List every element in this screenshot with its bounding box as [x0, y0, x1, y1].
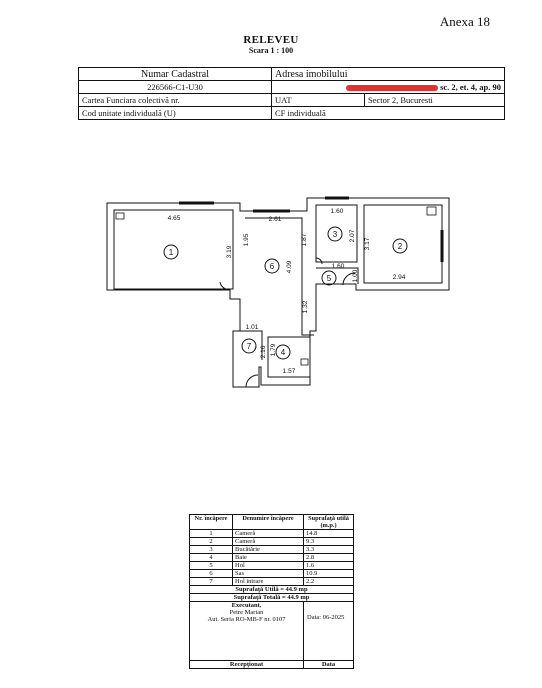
room-area: 14.8	[304, 530, 354, 538]
room-nr: 7	[190, 578, 233, 586]
dim-r5-width: 1.60	[331, 263, 345, 270]
room-4-number: 4	[280, 348, 286, 357]
table-row	[190, 562, 354, 570]
dim-r7-width: 1.01	[245, 324, 259, 331]
cod-unitate-label: Cod unitate individuală (U)	[79, 107, 272, 120]
dim-r1-height: 3.19	[226, 245, 233, 259]
authorization: Aut. Seria RO-MB-F nr. 0107	[207, 616, 286, 623]
data-label: Data	[304, 661, 354, 669]
dim-r6-h4: 1.32	[302, 300, 309, 314]
address-label: Adresa imobilului	[272, 68, 505, 81]
outer-wall	[107, 198, 449, 387]
scale-label: Scara 1 : 100	[248, 46, 294, 55]
room-nr: 3	[190, 546, 233, 554]
annex-label: Anexa 18	[439, 14, 490, 29]
cadastral-value: 226566-C1-U30	[79, 81, 272, 94]
room-area: 3.3	[304, 546, 354, 554]
room-area: 2.8	[304, 554, 354, 562]
cf-individuala-label: CF individuală	[272, 107, 505, 120]
room-name: Sas	[233, 570, 304, 578]
table-row	[190, 578, 354, 586]
room-nr: 4	[190, 554, 233, 562]
dim-r3-height: 2.07	[349, 229, 356, 243]
table-row	[190, 546, 354, 554]
room-2-wall	[364, 205, 442, 283]
cadastral-label: Numar Cadastral	[79, 68, 272, 81]
dim-r6-h2: 4.09	[286, 260, 293, 274]
table-row	[190, 570, 354, 578]
room-name: Hol intrare	[233, 578, 304, 586]
dim-r5-height: 1.00	[352, 269, 359, 283]
room-7-number: 7	[246, 342, 252, 351]
room-1-number: 1	[168, 248, 174, 257]
receptionat-label: Recepţionat	[190, 661, 304, 669]
fixture-icon	[301, 359, 308, 365]
room-nr: 6	[190, 570, 233, 578]
header-area: Suprafaţă utilă (m.p.)	[304, 515, 354, 530]
header-nr: Nr. încăpere	[190, 515, 233, 530]
room-nr: 5	[190, 562, 233, 570]
executant-cell	[190, 602, 304, 661]
room-2-number: 2	[397, 242, 403, 251]
room-nr: 1	[190, 530, 233, 538]
room-name: Bucătărie	[233, 546, 304, 554]
table-row	[190, 554, 354, 562]
executant-name: Petre Marian	[229, 609, 264, 616]
room-area: 10.9	[304, 570, 354, 578]
fixture-icon	[427, 207, 436, 215]
date-cell	[304, 602, 354, 661]
room-area: 9.3	[304, 538, 354, 546]
fixture-icon	[116, 213, 124, 219]
dim-r6-top: 2.61	[268, 216, 282, 223]
dim-r4-width: 1.57	[282, 368, 296, 375]
dim-r6-h1: 1.95	[243, 233, 250, 247]
uat-value: Sector 2, Bucuresti	[365, 94, 505, 107]
room-area: 1.6	[304, 562, 354, 570]
room-name: Cameră	[233, 538, 304, 546]
room-3-number: 3	[332, 230, 338, 239]
dim-r2-height: 3.17	[364, 237, 371, 251]
header-name: Denumire încăpere	[233, 515, 304, 530]
room-name: Baie	[233, 554, 304, 562]
dim-r4-height: 1.79	[270, 343, 277, 357]
execution-date: Data: 06-2025	[307, 614, 345, 621]
executant-label: Executant,	[231, 602, 262, 609]
door-arc-entrance	[246, 375, 258, 387]
document-title: RELEVEU	[243, 34, 299, 46]
table-row	[190, 538, 354, 546]
uat-label: UAT	[272, 94, 365, 107]
room-6-number: 6	[269, 262, 275, 271]
dim-r3-width: 1.60	[330, 208, 344, 215]
dim-r7-height: 2.16	[260, 345, 267, 359]
total-useful-area: Suprafaţă Utilă = 44.9 mp	[190, 586, 354, 594]
dim-r2-width: 2.94	[392, 274, 406, 281]
carte-funciara-label: Cartea Funciara colectivă nr.	[79, 94, 272, 107]
room-name: Hol	[233, 562, 304, 570]
total-area: Suprafaţă Totală = 44.9 mp	[190, 594, 354, 602]
address-value: sc. 2, et. 4, ap. 90	[440, 82, 501, 92]
rooms-table	[189, 514, 354, 669]
door-arc-3	[316, 258, 322, 264]
room-5-number: 5	[326, 274, 332, 283]
dim-r6-h3: 1.87	[301, 233, 308, 247]
dim-r1-width: 4.65	[167, 215, 181, 222]
table-row	[190, 530, 354, 538]
room-name: Cameră	[233, 530, 304, 538]
room-nr: 2	[190, 538, 233, 546]
room-area: 2.2	[304, 578, 354, 586]
